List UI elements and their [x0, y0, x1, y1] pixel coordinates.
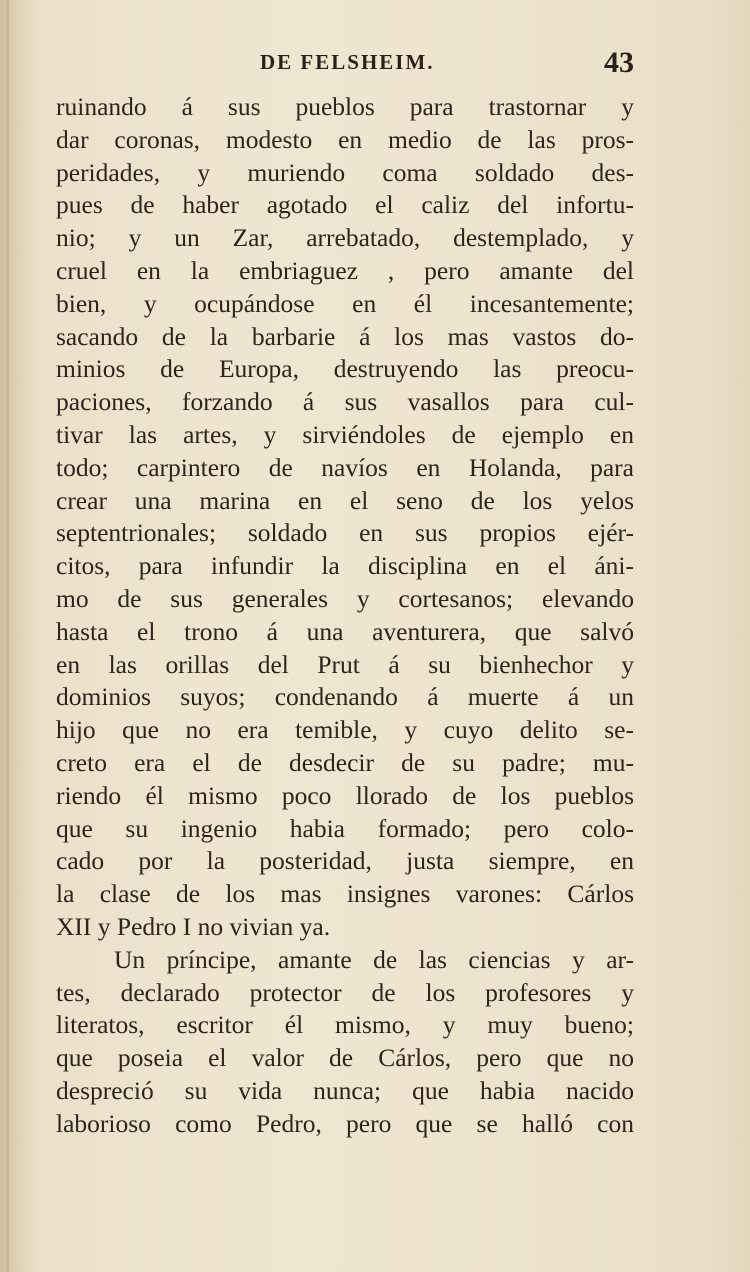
body-text [56, 91, 634, 1141]
text-line: dominios suyos; condenando á muerte á un [56, 682, 634, 712]
text-line: peridades, y muriendo coma soldado des- [56, 157, 634, 187]
text-line: literatos, escritor él mismo, y muy bueno; [56, 1010, 634, 1040]
text-line: mo de sus generales y cortesanos; elevando [56, 583, 634, 613]
text-line: pues de haber agotado el caliz del infortu- [56, 190, 634, 220]
page-gutter [6, 0, 9, 1272]
text-line: tivar las artes, y sirviéndoles de ejemplo en [56, 419, 634, 449]
paragraph [56, 91, 634, 944]
text-line: laborioso como Pedro, pero que se halló con [56, 1108, 634, 1138]
text-line: nio; y un Zar, arrebatado, destemplado, y [56, 223, 634, 253]
text-line: Un príncipe, amante de las ciencias y ar- [114, 944, 634, 974]
text-line: despreció su vida nunca; que habia nacido [56, 1075, 634, 1105]
text-line: tes, declarado protector de los profesores y [56, 977, 634, 1007]
text-line: hasta el trono á una aventurera, que salvó [56, 616, 634, 646]
text-line: bien, y ocupándose en él incesantemente; [56, 288, 634, 318]
page-header [60, 46, 640, 80]
paragraph [56, 944, 634, 1141]
text-line: citos, para infundir la disciplina en el áni- [56, 551, 634, 581]
text-line: riendo él mismo poco llorado de los pueblos [56, 780, 634, 810]
text-line: creto era el de desdecir de su padre; mu- [56, 747, 634, 777]
text-line: dar coronas, modesto en medio de las pros- [56, 124, 634, 154]
text-line: la clase de los mas insignes varones: Cárlos [56, 879, 634, 909]
text-line: ruinando á sus pueblos para trastornar y [56, 92, 634, 121]
text-line: hijo que no era temible, y cuyo delito se- [56, 715, 634, 745]
text-line: XII y Pedro I no vivian ya. [56, 911, 331, 941]
text-line: que su ingenio habia formado; pero colo- [56, 813, 634, 843]
text-line: que poseia el valor de Cárlos, pero que no [56, 1043, 634, 1073]
text-line: septentrionales; soldado en sus propios ejér- [56, 518, 634, 548]
page-number: 43 [604, 46, 634, 79]
text-line: sacando de la barbarie á los mas vastos do- [56, 321, 634, 351]
text-line: paciones, forzando á sus vasallos para cul- [56, 387, 634, 417]
running-head: DE FELSHEIM. [260, 50, 435, 74]
text-line: en las orillas del Prut á su bienhechor y [56, 649, 634, 679]
text-line: minios de Europa, destruyendo las preocu- [56, 354, 634, 384]
text-line: cruel en la embriaguez , pero amante del [56, 255, 634, 285]
text-line: todo; carpintero de navíos en Holanda, para [56, 452, 634, 482]
text-line: crear una marina en el seno de los yelos [56, 485, 634, 515]
text-line: cado por la posteridad, justa siempre, en [56, 846, 634, 876]
